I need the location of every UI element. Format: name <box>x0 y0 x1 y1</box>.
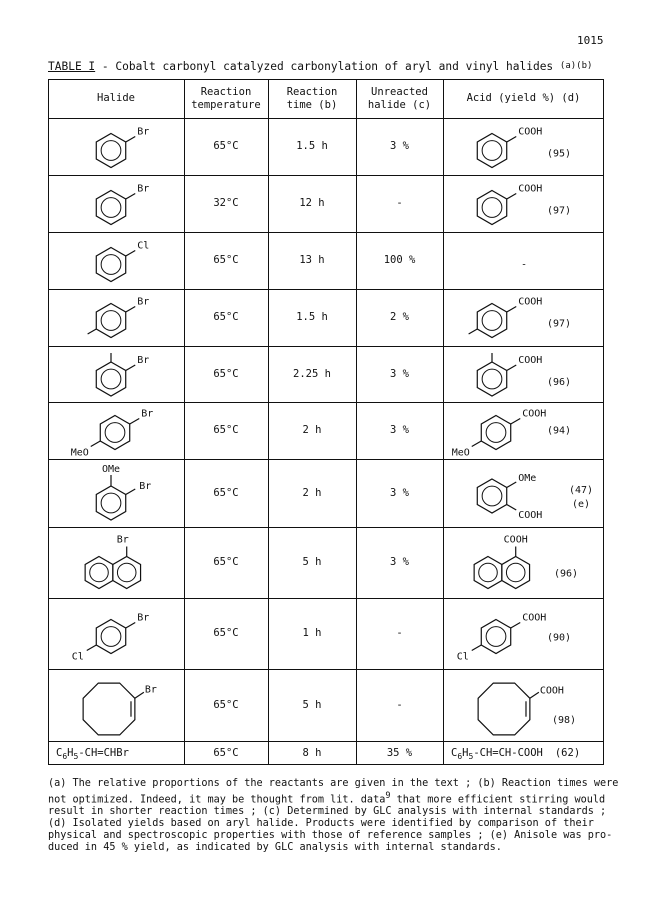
formula-part: -CH=CH-COOH <box>473 746 543 759</box>
atom-label: Br <box>139 481 152 492</box>
table-cell-time <box>268 459 356 527</box>
header-text: Halide <box>97 92 135 104</box>
substituent-bond <box>507 307 517 313</box>
time-value: 13 h <box>299 254 325 266</box>
atom-label: (96) <box>547 377 572 388</box>
atom-label: OMe <box>518 473 537 484</box>
unreacted-value: 2 % <box>390 311 409 323</box>
table-cell-time <box>268 598 356 669</box>
table-cell-temp <box>184 459 268 527</box>
temp-value: 65°C <box>213 367 239 380</box>
ring-bond <box>83 683 135 735</box>
halide-structure <box>49 233 183 288</box>
temp-value: 32°C <box>213 197 239 209</box>
atom-label: Br <box>116 534 129 546</box>
atom-label: (95) <box>547 148 572 160</box>
substituent-bond <box>126 251 136 257</box>
halide-structure <box>49 403 183 458</box>
substituent-bond <box>530 692 539 698</box>
footnote-line-2a: not optimized. Indeed, it may be thought from lit. data <box>48 794 386 806</box>
header-text: Reaction <box>286 85 338 98</box>
aromatic-circle <box>486 423 506 443</box>
atom-label: Br <box>137 612 150 624</box>
acid-structure <box>444 460 603 526</box>
temp-value: 65°C <box>213 424 239 436</box>
aromatic-circle <box>101 627 121 647</box>
atom-label: MeO <box>451 447 470 458</box>
table-cell-temp <box>184 175 268 232</box>
substituent-bond <box>507 482 517 488</box>
table-cell-temp <box>184 289 268 346</box>
acid-structure <box>444 599 603 668</box>
footnote-ref: 9 <box>385 791 391 801</box>
header-text: time (b) <box>286 98 338 111</box>
table-cell-time <box>268 289 356 346</box>
temp-value: 65°C <box>213 556 239 568</box>
unreacted-value: 35 % <box>386 746 413 759</box>
substituent-bond <box>469 329 478 334</box>
table-cell-time <box>268 669 356 741</box>
substituent-bond <box>507 137 517 143</box>
header-cell <box>268 79 356 118</box>
table-cell-time <box>268 741 356 765</box>
halide-structure <box>49 290 183 345</box>
unreacted-value: - <box>396 627 403 639</box>
atom-label: Br <box>144 684 157 696</box>
atom-label: Cl <box>456 651 469 663</box>
aromatic-circle <box>482 311 502 331</box>
footnote-line-1: (a) The relative proportions of the reactants are given in the text ; (b) Reaction times were <box>48 778 619 789</box>
atom-label: (97) <box>547 318 572 330</box>
formula-part: 5 <box>468 751 474 761</box>
atom-label: (94) <box>547 425 572 437</box>
time-value: 5 h <box>302 698 322 711</box>
atom-label: (47) <box>569 485 594 496</box>
table-cell-unreacted <box>356 669 443 741</box>
time-value: 5 h <box>302 556 322 568</box>
acid-structure <box>444 670 603 740</box>
unreacted-value: - <box>396 698 403 711</box>
temp-value: 65°C <box>213 746 239 759</box>
acid-formula <box>451 741 604 765</box>
atom-label: COOH <box>518 355 543 366</box>
table-footnotes <box>48 778 622 854</box>
header-cell <box>48 79 184 118</box>
formula-part: 6 <box>62 751 68 761</box>
aromatic-circle <box>101 311 121 331</box>
substituent-bond <box>507 365 517 371</box>
substituent-bond <box>472 441 482 447</box>
atom-label: COOH <box>522 408 547 420</box>
aromatic-circle <box>117 563 136 582</box>
table-cell-temp <box>184 741 268 765</box>
halide-structure <box>49 460 183 526</box>
table-cell-unreacted <box>356 459 443 527</box>
unreacted-value: 3 % <box>390 424 409 436</box>
substituent-bond <box>126 194 136 200</box>
acid-structure <box>444 176 603 231</box>
acid-structure <box>444 403 603 458</box>
page-number: 1015 <box>577 34 604 47</box>
table-cell-unreacted <box>356 118 443 175</box>
halide-structure <box>49 176 183 231</box>
aromatic-circle <box>101 141 121 161</box>
substituent-bond <box>507 505 517 511</box>
time-value: 8 h <box>302 746 322 759</box>
aromatic-circle <box>482 141 502 161</box>
substituent-bond <box>511 419 521 425</box>
formula-part: H <box>462 746 469 759</box>
table-cell-unreacted <box>356 598 443 669</box>
aromatic-circle <box>479 563 498 582</box>
atom-label: COOH <box>539 685 564 697</box>
atom-label: Br <box>141 408 154 420</box>
table-label: TABLE I <box>48 60 96 73</box>
table-cell-temp <box>184 527 268 598</box>
table-cell-time <box>268 346 356 402</box>
formula-part: C <box>56 746 63 759</box>
table-cell-temp <box>184 402 268 459</box>
substituent-bond <box>126 489 136 495</box>
results-table <box>48 79 604 765</box>
halide-structure <box>49 528 183 597</box>
formula-part: -CH=CHBr <box>78 746 129 759</box>
unreacted-value: 3 % <box>390 140 409 152</box>
atom-label: (96) <box>554 568 579 580</box>
header-cell <box>184 79 268 118</box>
substituent-bond <box>472 645 482 651</box>
aromatic-circle <box>486 627 506 647</box>
aromatic-circle <box>482 198 502 218</box>
atom-label: COOH <box>503 534 528 546</box>
halide-structure <box>49 119 183 174</box>
atom-label: OMe <box>101 464 121 475</box>
atom-label: (98) <box>552 715 577 726</box>
table-cell-temp <box>184 669 268 741</box>
temp-value: 65°C <box>213 311 239 323</box>
atom-label: Cl <box>137 240 150 252</box>
header-cell <box>443 79 604 118</box>
table-cell-unreacted <box>356 289 443 346</box>
atom-label: - <box>520 259 528 271</box>
substituent-bond <box>126 365 136 371</box>
atom-label: Br <box>137 183 150 195</box>
aromatic-circle <box>506 563 525 582</box>
atom-label: COOH <box>518 296 543 308</box>
table-cell-temp <box>184 598 268 669</box>
unreacted-value: 3 % <box>390 367 409 380</box>
formula-part: 5 <box>73 751 79 761</box>
aromatic-circle <box>482 369 502 389</box>
aromatic-circle <box>90 563 109 582</box>
halide-structure <box>49 599 183 668</box>
caption-text: - Cobalt carbonyl catalyzed carbonylation of aryl and vinyl halides <box>95 60 560 73</box>
table-cell-unreacted <box>356 527 443 598</box>
header-text: Reaction <box>200 85 252 98</box>
halide-structure <box>49 347 183 401</box>
time-value: 1.5 h <box>296 311 328 323</box>
header-text: halide (c) <box>367 98 432 111</box>
atom-label: Br <box>137 126 150 138</box>
ring-bond <box>478 683 530 735</box>
substituent-bond <box>507 194 517 200</box>
footnote-line-3: result in shorter reaction times ; (c) Determined by GLC analysis with internal standards ; <box>48 806 607 818</box>
header-text: temperature <box>191 98 261 111</box>
substituent-bond <box>91 441 101 447</box>
atom-label: Br <box>137 296 150 308</box>
acid-structure <box>444 290 603 345</box>
atom-label: COOH <box>518 510 543 521</box>
halide-formula <box>56 741 184 765</box>
substituent-bond <box>87 645 97 651</box>
table-cell-time <box>268 232 356 289</box>
atom-label: (97) <box>547 205 572 217</box>
substituent-bond <box>511 623 521 629</box>
aromatic-circle <box>101 369 121 389</box>
table-cell-temp <box>184 232 268 289</box>
temp-value: 65°C <box>213 140 239 152</box>
halide-structure <box>49 670 183 740</box>
table-cell-time <box>268 402 356 459</box>
time-value: 1 h <box>302 627 322 639</box>
table-cell-unreacted <box>356 232 443 289</box>
aromatic-circle <box>482 486 502 506</box>
aromatic-circle <box>101 255 121 275</box>
table-cell-unreacted <box>356 175 443 232</box>
footnote-line-5: physical and spectroscopic properties with those of reference samples ; (e) Anisole was pro- <box>48 830 613 842</box>
footnote-line-4: (d) Isolated yields based on aryl halide. Products were identified by comparison of their <box>48 818 594 830</box>
table-cell-time <box>268 175 356 232</box>
atom-label: (e) <box>572 499 591 510</box>
atom-label: Cl <box>71 651 84 663</box>
acid-structure <box>444 528 603 597</box>
time-value: 1.5 h <box>296 140 328 152</box>
yield-value: (62) <box>554 746 581 759</box>
atom-label: Br <box>137 355 150 366</box>
table-cell-unreacted <box>356 402 443 459</box>
substituent-bond <box>88 329 97 334</box>
acid-structure <box>444 119 603 174</box>
substituent-bond <box>126 307 136 313</box>
aromatic-circle <box>105 423 125 443</box>
substituent-bond <box>126 137 136 143</box>
temp-value: 65°C <box>213 254 239 266</box>
atom-label: COOH <box>518 183 543 195</box>
table-cell-temp <box>184 118 268 175</box>
table-cell-unreacted <box>356 741 443 765</box>
substituent-bond <box>135 692 144 698</box>
atom-label: COOH <box>522 612 547 624</box>
temp-value: 65°C <box>213 698 239 711</box>
unreacted-value: 3 % <box>390 486 409 499</box>
substituent-bond <box>130 419 140 425</box>
table-cell-time <box>268 527 356 598</box>
time-value: 12 h <box>299 197 325 209</box>
aromatic-circle <box>101 198 121 218</box>
temp-value: 65°C <box>213 486 239 499</box>
temp-value: 65°C <box>213 627 239 639</box>
atom-label: MeO <box>70 447 89 458</box>
table-cell-time <box>268 118 356 175</box>
header-cell <box>356 79 443 118</box>
header-text: Unreacted <box>371 85 428 98</box>
formula-part: C <box>451 746 458 759</box>
acid-structure <box>444 347 603 401</box>
table-caption <box>48 60 592 73</box>
formula-part: 6 <box>457 751 463 761</box>
unreacted-value: - <box>396 197 403 209</box>
time-value: 2 h <box>302 424 322 436</box>
formula-part: H <box>67 746 74 759</box>
header-text: Acid (yield %) (d) <box>466 92 581 104</box>
table-cell-unreacted <box>356 346 443 402</box>
acid-structure <box>444 233 603 288</box>
aromatic-circle <box>101 493 121 513</box>
time-value: 2.25 h <box>293 367 331 380</box>
unreacted-value: 100 % <box>383 254 416 266</box>
substituent-bond <box>126 623 136 629</box>
atom-label: (90) <box>547 632 572 644</box>
table-cell-temp <box>184 346 268 402</box>
footnote-line-6: duced in 45 % yield, as indicated by GLC analysis with internal standards. <box>48 842 502 854</box>
footnote-line-2b: that more efficient stirring would <box>390 794 606 806</box>
caption-refs: (a)(b) <box>559 61 593 71</box>
atom-label: COOH <box>518 126 543 138</box>
unreacted-value: 3 % <box>390 556 409 568</box>
time-value: 2 h <box>302 486 322 499</box>
